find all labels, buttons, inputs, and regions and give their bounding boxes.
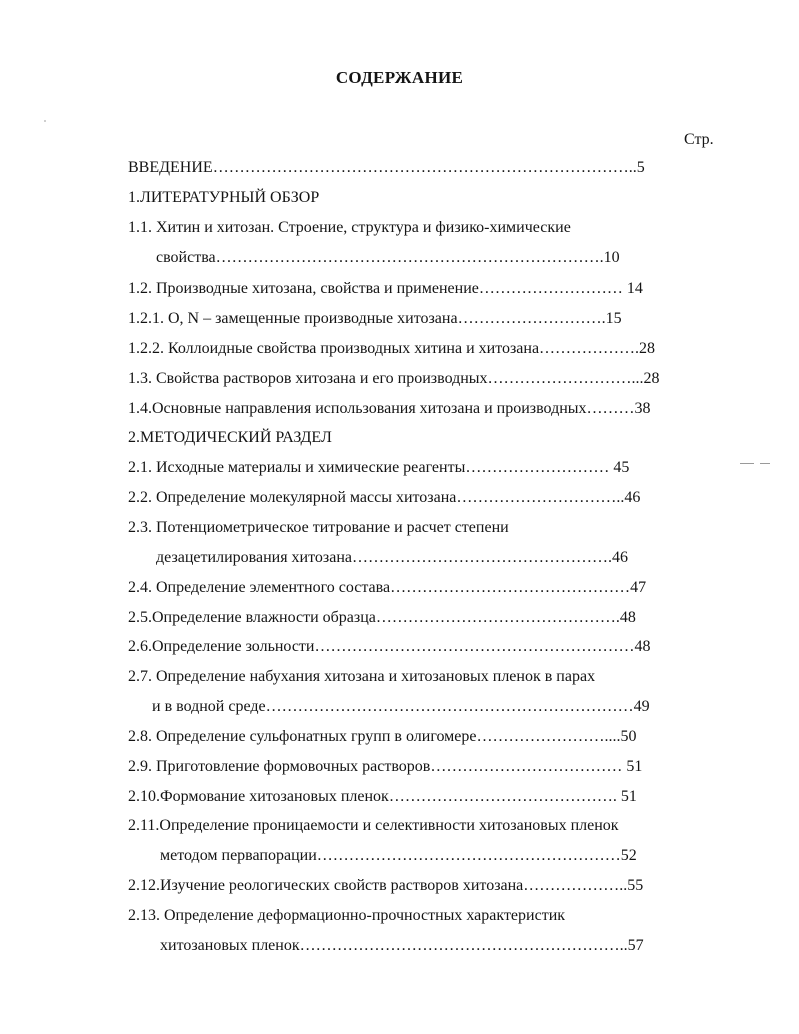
toc-entry-continuation: и в водной среде……………………………………………………………49: [152, 698, 650, 715]
scan-speck: [760, 463, 770, 464]
toc-entry: 2.2. Определение молекулярной массы хитозана…………………………..46: [128, 489, 641, 506]
toc-entry-continuation: свойства……………………………………………………………….10: [156, 249, 620, 266]
toc-section-heading: 1.ЛИТЕРАТУРНЫЙ ОБЗОР: [128, 189, 320, 206]
toc-entry-continuation: методом первапорации…………………………………………………52: [160, 847, 637, 864]
toc-entry: 2.5.Определение влажности образца……………………………………….48: [128, 609, 636, 626]
toc-entry: 2.1. Исходные материалы и химические реагенты……………………… 45: [128, 459, 630, 476]
page-column-label: Стр.: [684, 131, 714, 148]
toc-entry-vvedenie: ВВЕДЕНИЕ……………………………………………………………………..5: [128, 159, 645, 176]
toc-entry: 2.4. Определение элементного состава………………………………………47: [128, 579, 647, 596]
toc-entry: 2.12.Изучение реологических свойств растворов хитозана………………..55: [128, 877, 644, 894]
toc-section-heading: 2.МЕТОДИЧЕСКИЙ РАЗДЕЛ: [128, 429, 332, 446]
toc-entry: 2.3. Потенциометрическое титрование и расчет степени: [128, 519, 509, 536]
toc-entry: 1.4.Основные направления использования хитозана и производных………38: [128, 400, 651, 417]
toc-entry: 1.2.1. O, N – замещенные производные хитозана……………………….15: [128, 310, 622, 327]
toc-entry: 2.7. Определение набухания хитозана и хитозановых пленок в парах: [128, 668, 596, 685]
toc-entry: 1.2.2. Коллоидные свойства производных хитина и хитозана……………….28: [128, 340, 656, 357]
scan-speck: [44, 120, 46, 122]
toc-entry: 1.1. Хитин и хитозан. Строение, структура и физико-химические: [128, 219, 571, 236]
scan-speck: [740, 463, 754, 464]
toc-entry: 2.9. Приготовление формовочных растворов……………………………… 51: [128, 758, 643, 775]
toc-entry: 2.6.Определение зольности……………………………………………………48: [128, 638, 651, 655]
toc-entry: 1.3. Свойства растворов хитозана и его производных………………………...28: [128, 370, 660, 387]
toc-entry-continuation: дезацетилирования хитозана………………………………………….46: [156, 549, 628, 566]
toc-entry: 1.2. Производные хитозана, свойства и применение……………………… 14: [128, 280, 643, 297]
toc-entry: 2.11.Определение проницаемости и селективности хитозановых пленок: [128, 817, 619, 834]
toc-entry: 2.8. Определение сульфонатных групп в олигомере……………………....50: [128, 728, 637, 745]
page-title: СОДЕРЖАНИЕ: [335, 68, 464, 87]
toc-entry: 2.10.Формование хитозановых пленок……………………………………. 51: [128, 788, 637, 805]
toc-entry: 2.13. Определение деформационно-прочностных характеристик: [128, 907, 566, 924]
toc-entry-continuation: хитозановых пленок……………………………………………………..57: [160, 937, 644, 954]
